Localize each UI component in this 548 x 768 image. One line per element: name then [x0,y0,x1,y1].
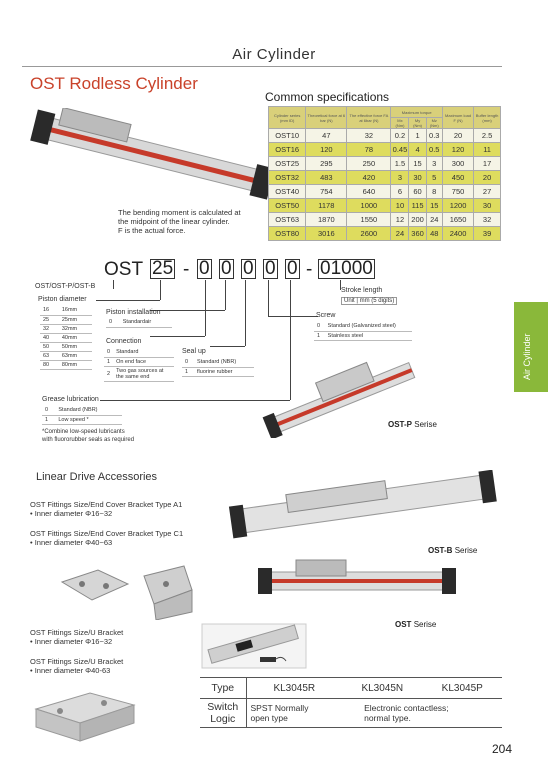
table-row [269,143,501,157]
table-row [40,351,92,360]
end-cover-brackets-image [58,560,198,620]
u2-title: OST Fittings Size/U Bracket [30,657,124,666]
table-row [269,171,501,185]
section-title: OST Rodless Cylinder [30,74,198,93]
install-table [106,318,172,328]
leader-line [96,300,160,301]
table-cell: 6 [391,185,409,199]
stroke-unit: Unit | mm (5 digits) [341,297,397,305]
table-cell: Stainless steel [325,331,412,340]
table-cell: OST10 [269,129,306,143]
serise-text: Serise [454,546,478,555]
leader-line [268,280,269,316]
table-cell: 60 [409,185,426,199]
specs-header-row [269,107,501,118]
table-cell: 1 [409,129,426,143]
table-cell: 750 [442,185,473,199]
table-cell: 1650 [442,213,473,227]
piston-label: Piston diameter [38,296,87,303]
leader-line [205,280,206,336]
table-cell: 1870 [306,213,347,227]
code-box-stroke: 01000 [320,258,373,279]
table-cell: 16 [40,306,59,315]
code-box-screw: 0 [265,258,276,279]
switch-logic-label [200,699,246,728]
table-cell: 640 [347,185,391,199]
elec-line: Electronic contactless; [364,703,449,713]
stroke-unit-value: mm (5 digits) [359,298,395,304]
u-bracket-image [30,683,140,745]
specs-header-mx: Mx (Nm) [391,118,409,129]
table-row [40,333,92,342]
table-cell: OST25 [269,157,306,171]
specs-header-series: Cylinder series (mm ID) [269,107,306,129]
spst-line: open type [250,713,288,723]
a1-title: OST Fittings Size/End Cover Bracket Type A1 [30,500,183,509]
note-line: F is the actual force. [118,226,186,235]
table-cell: 295 [306,157,347,171]
table-cell: 120 [442,143,473,157]
table-cell: 0.3 [426,129,442,143]
table-cell: 17 [474,157,501,171]
grease-label: Grease lubrication [42,396,99,403]
table-cell: 3016 [306,227,347,241]
table-cell: Standard [113,348,174,357]
c1-title: OST Fittings Size/End Cover Bracket Type C1 [30,529,184,538]
ost-p-name: OST-P [388,420,413,429]
table-cell: 25 [40,315,59,324]
accessories-title: Linear Drive Accessories [36,471,158,483]
table-row [269,185,501,199]
table-row [40,342,92,351]
table-cell: 0.45 [391,143,409,157]
table-cell: 0 [106,318,120,327]
table-row [104,366,174,381]
install-label: Piston installation [106,309,161,316]
seal-label: Seal up [182,348,206,355]
stroke-unit-label: Unit [344,298,355,304]
table-row [40,324,92,333]
table-cell: 450 [442,171,473,185]
table-cell: 48 [426,227,442,241]
table-cell: 483 [306,171,347,185]
table-cell: 20 [474,171,501,185]
table-row [314,322,412,331]
note-line: The bending moment is calculated at [118,208,241,217]
a1-diameter: • Inner diameter Φ16~32 [30,509,113,518]
spst-cell [246,699,342,728]
table-cell: 0 [182,358,194,367]
serise-text: Serise [413,620,437,629]
table-cell: 1 [104,357,113,366]
code-box-diameter: 25 [152,258,174,279]
table-cell: 30 [409,171,426,185]
leader-line [113,280,114,289]
specs-header-buffer: Buffer length (mm) [474,107,501,129]
table-row [106,318,172,327]
u2-diameter: • Inner diameter Φ40-63 [30,666,111,675]
table-cell: 420 [347,171,391,185]
note-line: the midpoint of the linear cylinder. [118,217,230,226]
table-row [314,331,412,340]
table-cell: 250 [347,157,391,171]
logic-label-line: Switch [207,701,239,713]
table-row [182,367,254,376]
table-cell: Low speed * [55,415,122,424]
table-row [269,213,501,227]
table-cell: 0 [104,348,113,357]
a1-fitting-text [30,500,182,518]
switch-table [200,677,502,728]
code-prefix: OST [104,259,144,280]
table-cell: 15 [409,157,426,171]
c1-fitting-text [30,529,183,547]
table-row [200,678,502,699]
table-cell: 1000 [347,199,391,213]
table-cell: 1 [314,331,325,340]
table-cell: 63mm [59,351,92,360]
leader-line [245,280,246,346]
specs-header-load: Maximum load F (N) [442,107,473,129]
table-cell: 20 [442,129,473,143]
screw-label: Screw [316,312,336,319]
u2-bracket-text [30,657,123,675]
table-row [42,415,122,424]
table-cell: 50 [40,342,59,351]
table-cell: 25mm [59,315,92,324]
table-cell: OST63 [269,213,306,227]
ost-name: OST [395,620,412,629]
table-cell: 40mm [59,333,92,342]
kl3045r: KL3045R [246,678,342,699]
table-cell: Standard (Galvanized steel) [325,322,412,331]
table-cell: 360 [409,227,426,241]
table-cell: 300 [442,157,473,171]
note-line: *Combine low-speed lubricants [42,429,125,435]
table-row [104,357,174,366]
grease-table [42,406,122,425]
grease-note [42,428,134,444]
piston-table [40,306,92,370]
logic-label-line: Logic [210,713,236,725]
page-title: Air Cylinder [232,46,316,63]
table-cell: 39 [474,227,501,241]
table-cell: 5 [426,171,442,185]
table-cell: 200 [409,213,426,227]
magnetic-switch-image [200,622,308,670]
specs-header-mz: Mz (Nm) [426,118,442,129]
code-box-install: 0 [221,258,232,279]
ost-caption [395,620,436,629]
ost-cylinder-small-image [256,552,456,614]
ost-b-name: OST-B [428,546,453,555]
table-cell: 120 [306,143,347,157]
table-row [269,129,501,143]
series-label: OST/OST-P/OST-B [35,283,96,290]
specs-header-force: Theoretical force at 6 bar (N) [306,107,347,129]
code-box-grease: 0 [287,258,298,279]
u1-title: OST Fittings Size/U Bracket [30,628,124,637]
table-cell: 10 [391,199,409,213]
specs-table [268,106,501,241]
seal-table [182,358,254,377]
kl3045n: KL3045N [342,678,422,699]
table-cell: 2.5 [474,129,501,143]
table-cell: OST16 [269,143,306,157]
code-box-seal: 0 [243,258,254,279]
c1-diameter: • Inner diameter Φ40~63 [30,538,113,547]
table-row [42,406,122,415]
table-cell: 32 [347,129,391,143]
ost-cylinder-image [30,108,270,203]
connection-table [104,348,174,382]
bending-moment-note [118,208,268,235]
table-cell: 0 [314,322,325,331]
table-cell: 50mm [59,342,92,351]
table-cell: 63 [40,351,59,360]
table-cell: 754 [306,185,347,199]
table-row [104,348,174,357]
code-dash: - [183,259,190,280]
table-cell: 8 [426,185,442,199]
ost-b-cylinder-image [228,470,498,540]
table-cell: OST80 [269,227,306,241]
table-cell: 2 [104,366,113,381]
table-row [182,358,254,367]
table-cell: 32mm [59,324,92,333]
specs-header-my: My (Nm) [409,118,426,129]
table-cell: 24 [391,227,409,241]
table-cell: 32 [40,324,59,333]
table-cell: Standardair [120,318,172,327]
table-cell: 11 [474,143,501,157]
table-cell: 3 [391,171,409,185]
table-row [269,199,501,213]
leader-line [150,310,225,311]
ost-p-caption [388,420,437,429]
side-tab-label: Air Cylinder [522,333,532,380]
table-cell: Two gas sources at the same end [113,366,174,381]
table-row [40,315,92,324]
table-cell: 115 [409,199,426,213]
serise-text: Serise [414,420,437,429]
table-cell: OST50 [269,199,306,213]
screw-table [314,322,412,341]
stroke-label: Stroke length [341,287,383,294]
spst-line: SPST Normally [250,703,309,713]
table-cell: OST40 [269,185,306,199]
table-cell: 1 [42,415,55,424]
table-row [269,227,501,241]
page-number: 204 [492,742,513,756]
table-cell: 0 [42,406,55,415]
leader-line [150,336,205,337]
specs-header-torque: Maximum torque [391,107,442,118]
table-cell: Standard (NBR) [55,406,122,415]
table-cell: 78 [347,143,391,157]
table-cell: OST32 [269,171,306,185]
table-cell: 47 [306,129,347,143]
table-cell: Standard (NBR) [194,358,254,367]
table-cell: 1200 [442,199,473,213]
table-row [40,306,92,315]
table-cell: 40 [40,333,59,342]
leader-line [210,346,245,347]
table-cell: 30 [474,199,501,213]
kl3045p: KL3045P [422,678,502,699]
note-line: with fluororubber seals as required [42,437,135,443]
table-cell: 80 [40,360,59,369]
table-cell: 0.2 [391,129,409,143]
table-cell: 2400 [442,227,473,241]
table-cell: 1550 [347,213,391,227]
table-cell: 0.5 [426,143,442,157]
table-cell: fluorine rubber [194,367,254,376]
table-cell: 24 [426,213,442,227]
leader-line [268,316,318,317]
electronic-cell [342,699,502,728]
side-tab [514,302,548,392]
table-cell: 80mm [59,360,92,369]
title-divider [22,66,502,67]
code-box-connection: 0 [199,258,210,279]
table-cell: 27 [474,185,501,199]
u1-bracket-text [30,628,123,646]
switch-cable-image [258,653,288,667]
table-cell: 1 [182,367,194,376]
table-cell: 4 [409,143,426,157]
code-dash: - [306,259,313,280]
table-cell: 16mm [59,306,92,315]
specs-header-effective: The effective force FA at 6bar (N) [347,107,391,129]
table-cell: 12 [391,213,409,227]
u1-diameter: • Inner diameter Φ16~32 [30,637,113,646]
specs-title: Common specifications [265,90,390,104]
elec-line: normal type. [364,713,411,723]
table-row [269,157,501,171]
table-cell: 15 [426,199,442,213]
table-cell: 1.5 [391,157,409,171]
connection-label: Connection [106,338,142,345]
leader-line [225,280,226,310]
table-cell: 32 [474,213,501,227]
table-cell: 3 [426,157,442,171]
table-row [200,699,502,728]
table-cell: 1178 [306,199,347,213]
leader-line [160,280,161,300]
table-cell: On end face [113,357,174,366]
table-row [40,360,92,369]
table-cell: 2600 [347,227,391,241]
type-label: Type [200,678,246,699]
